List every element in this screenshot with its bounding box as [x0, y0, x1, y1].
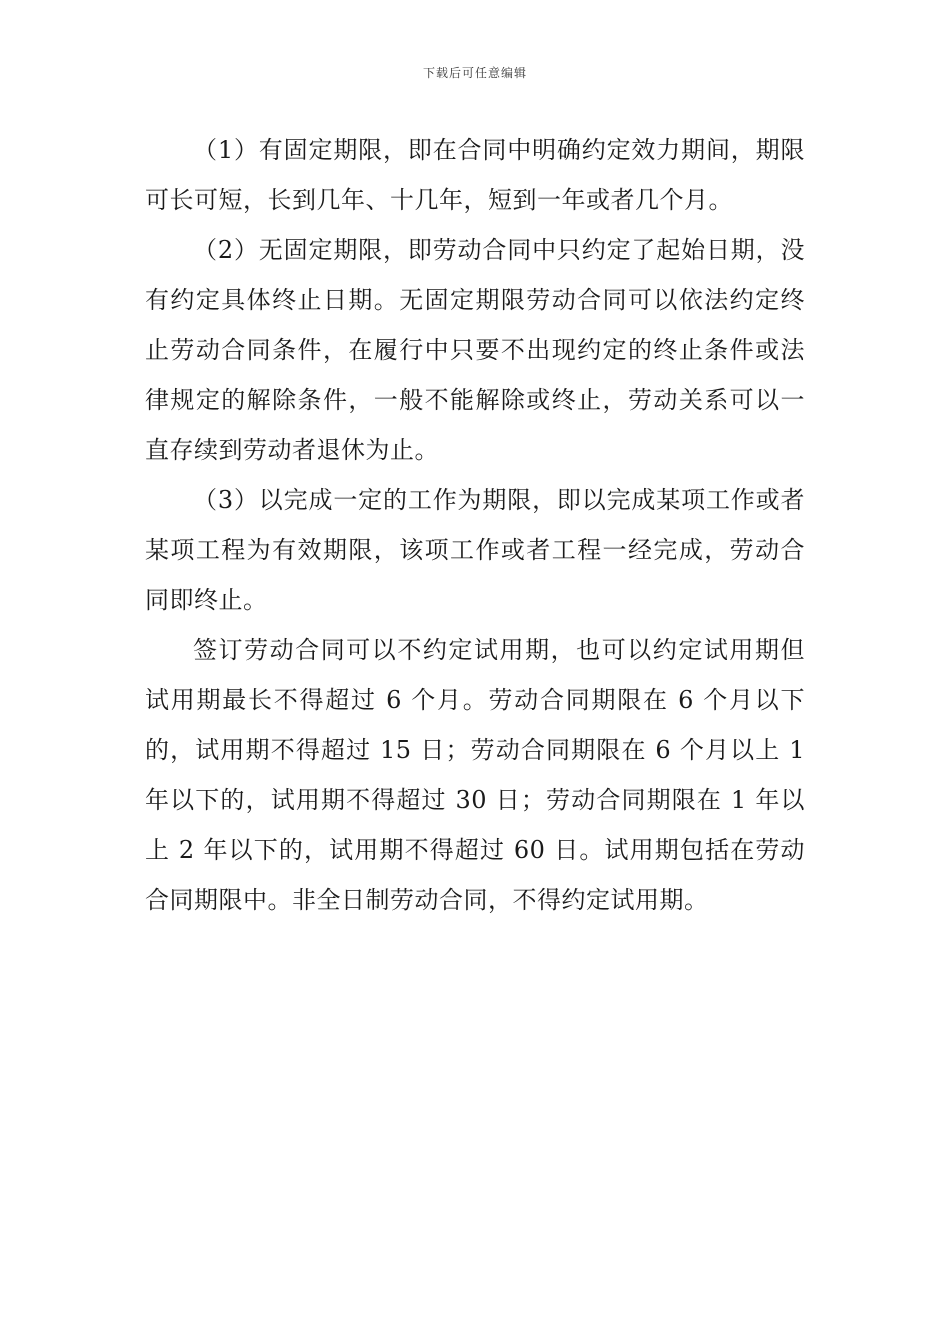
- page-header-note: 下载后可任意编辑: [422, 66, 527, 80]
- paragraph-task-based-term: （3）以完成一定的工作为期限，即以完成某项工作或者某项工程为有效期限，该项工作或者工程一经完成，劳动合同即终止。: [145, 486, 805, 614]
- paragraph-open-ended-term: （2）无固定期限，即劳动合同中只约定了起始日期，没有约定具体终止日期。无固定期限劳动合同可以依法约定终止劳动合同条件，在履行中只要不出现约定的终止条件或法律规定的解除条件，一般不能解除或终止，劳动关系可以一直存续到劳动者退休为止。: [145, 236, 805, 464]
- paragraph-fixed-term: （1）有固定期限，即在合同中明确约定效力期间，期限可长可短，长到几年、十几年，短到一年或者几个月。: [145, 136, 805, 214]
- document-body: [145, 125, 805, 925]
- paragraph-probation-period: 签订劳动合同可以不约定试用期，也可以约定试用期但试用期最长不得超过 6 个月。劳动合同期限在 6 个月以下的，试用期不得超过 15 日；劳动合同期限在 6 个月以上 1 年以下的，试用期不得超过 30 日；劳动合同期限在 1 年以上 2 年以下的，试用期不得超过 60 日。试用期包括在劳动合同期限中。非全日制劳动合同，不得约定试用期。: [145, 636, 805, 914]
